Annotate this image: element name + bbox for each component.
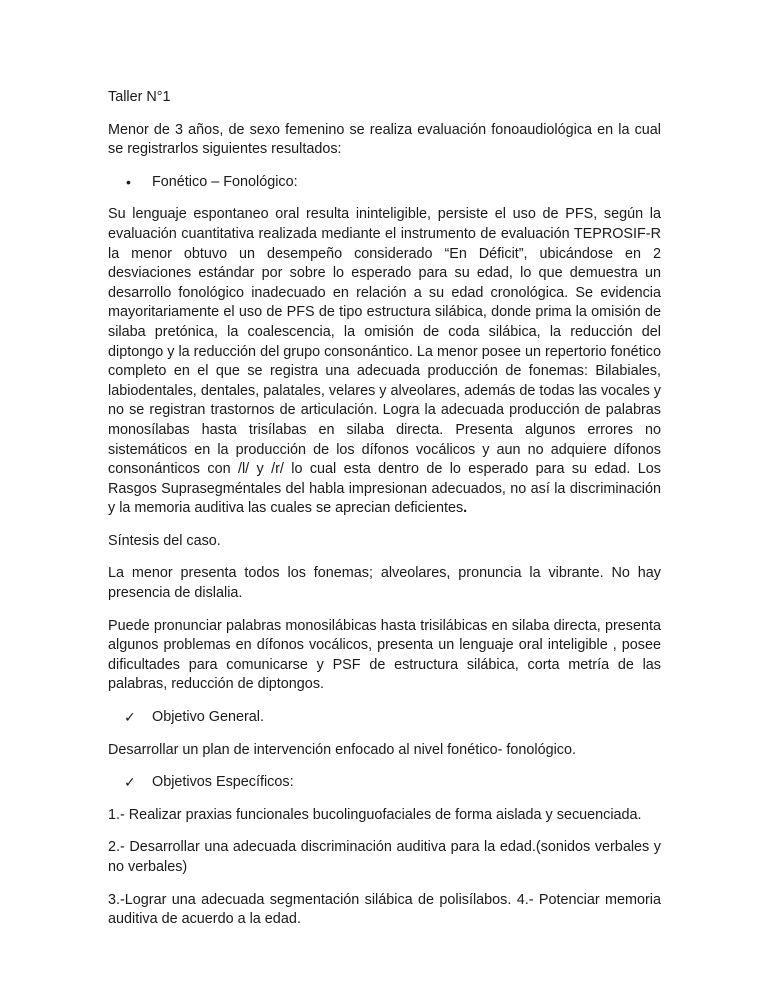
synthesis-paragraph-1: La menor presenta todos los fonemas; alveolares, pronuncia la vibrante. No hay presencia de dislalia. <box>108 565 661 602</box>
objectives-specific-label: Objetivos Específicos: <box>152 774 294 791</box>
evaluation-period: . <box>463 500 468 517</box>
evaluation-text: Su lenguaje espontaneo oral resulta ininteligible, persiste el uso de PFS, según la evaluación cuantitativa realizada mediante el instrumento de evaluación TEPROSIF-R la menor obtuvo un desempeño considerado “En Déficit”, ubicándose en 2 desviaciones estándar por sobre lo esperado para su edad, lo que demuestra un desarrollo fonológico inadecuado en relación a su edad cronológica. Se evidencia mayoritariamente el uso de PFS de tipo estructura silábica, donde prima la omisión de silaba pretónica, la coalescencia, la omisión de coda silábica, la reducción del diptongo y la reducción del grupo consonántico. La menor posee un repertorio fonético completo en el que se registra una adecuada producción de fonemas: Bilabiales, labiodentales, dentales, palatales, velares y alveolares, además de todas las vocales y no se registran trastornos de articulación. Logra la adecuada producción de palabras monosílabas hasta trisílabas en silaba directa. Presenta algunos errores no sistemáticos en la producción de los dífonos vocálicos y aun no adquiere dífonos consonánticos con /l/ y /r/ lo cual esta dentro de lo esperado para su edad. Los Rasgos Suprasegméntales del habla impresionan adecuados, no así la discriminación y la memoria auditiva las cuales se aprecian deficientes <box>108 206 661 517</box>
checkmark-icon: ✓ <box>124 774 136 791</box>
section-heading-fonetico <box>108 173 661 193</box>
objective-item-3: 3.-Lograr una adecuada segmentación silábica de polisílabos. 4.- Potenciar memoria auditiva de acuerdo a la edad. <box>108 891 661 928</box>
bullet-icon: • <box>126 173 131 190</box>
objective-item-2: 2.- Desarrollar una adecuada discriminación auditiva para la edad.(sonidos verbales y no verbales) <box>108 839 661 875</box>
evaluation-paragraph <box>108 205 661 519</box>
objective-general-heading <box>108 708 661 728</box>
synthesis-heading: Síntesis del caso. <box>108 532 221 549</box>
synthesis-paragraph-2: Puede pronunciar palabras monosilábicas hasta trisilábicas en silaba directa, presenta algunos problemas en dífonos vocálicos, presenta un lenguaje oral inteligible , posee dificultades para comunicarse y PSF de estructura silábica, corta metría de las palabras, reducción de diptongos. <box>108 617 661 693</box>
document-title: Taller N°1 <box>108 89 171 105</box>
objectives-specific-heading <box>108 773 661 793</box>
intro-paragraph: Menor de 3 años, de sexo femenino se realiza evaluación fonoaudiológica en la cual se registrarlos siguientes resultados: <box>108 121 661 158</box>
objective-general-label: Objetivo General. <box>152 709 264 726</box>
section-heading-text: Fonético – Fonológico: <box>152 173 298 190</box>
checkmark-icon: ✓ <box>124 709 136 726</box>
objective-item-1: 1.- Realizar praxias funcionales bucolinguofaciales de forma aislada y secuenciada. <box>108 806 642 823</box>
document-page <box>108 88 661 943</box>
objective-general-text: Desarrollar un plan de intervención enfocado al nivel fonético- fonológico. <box>108 741 576 758</box>
